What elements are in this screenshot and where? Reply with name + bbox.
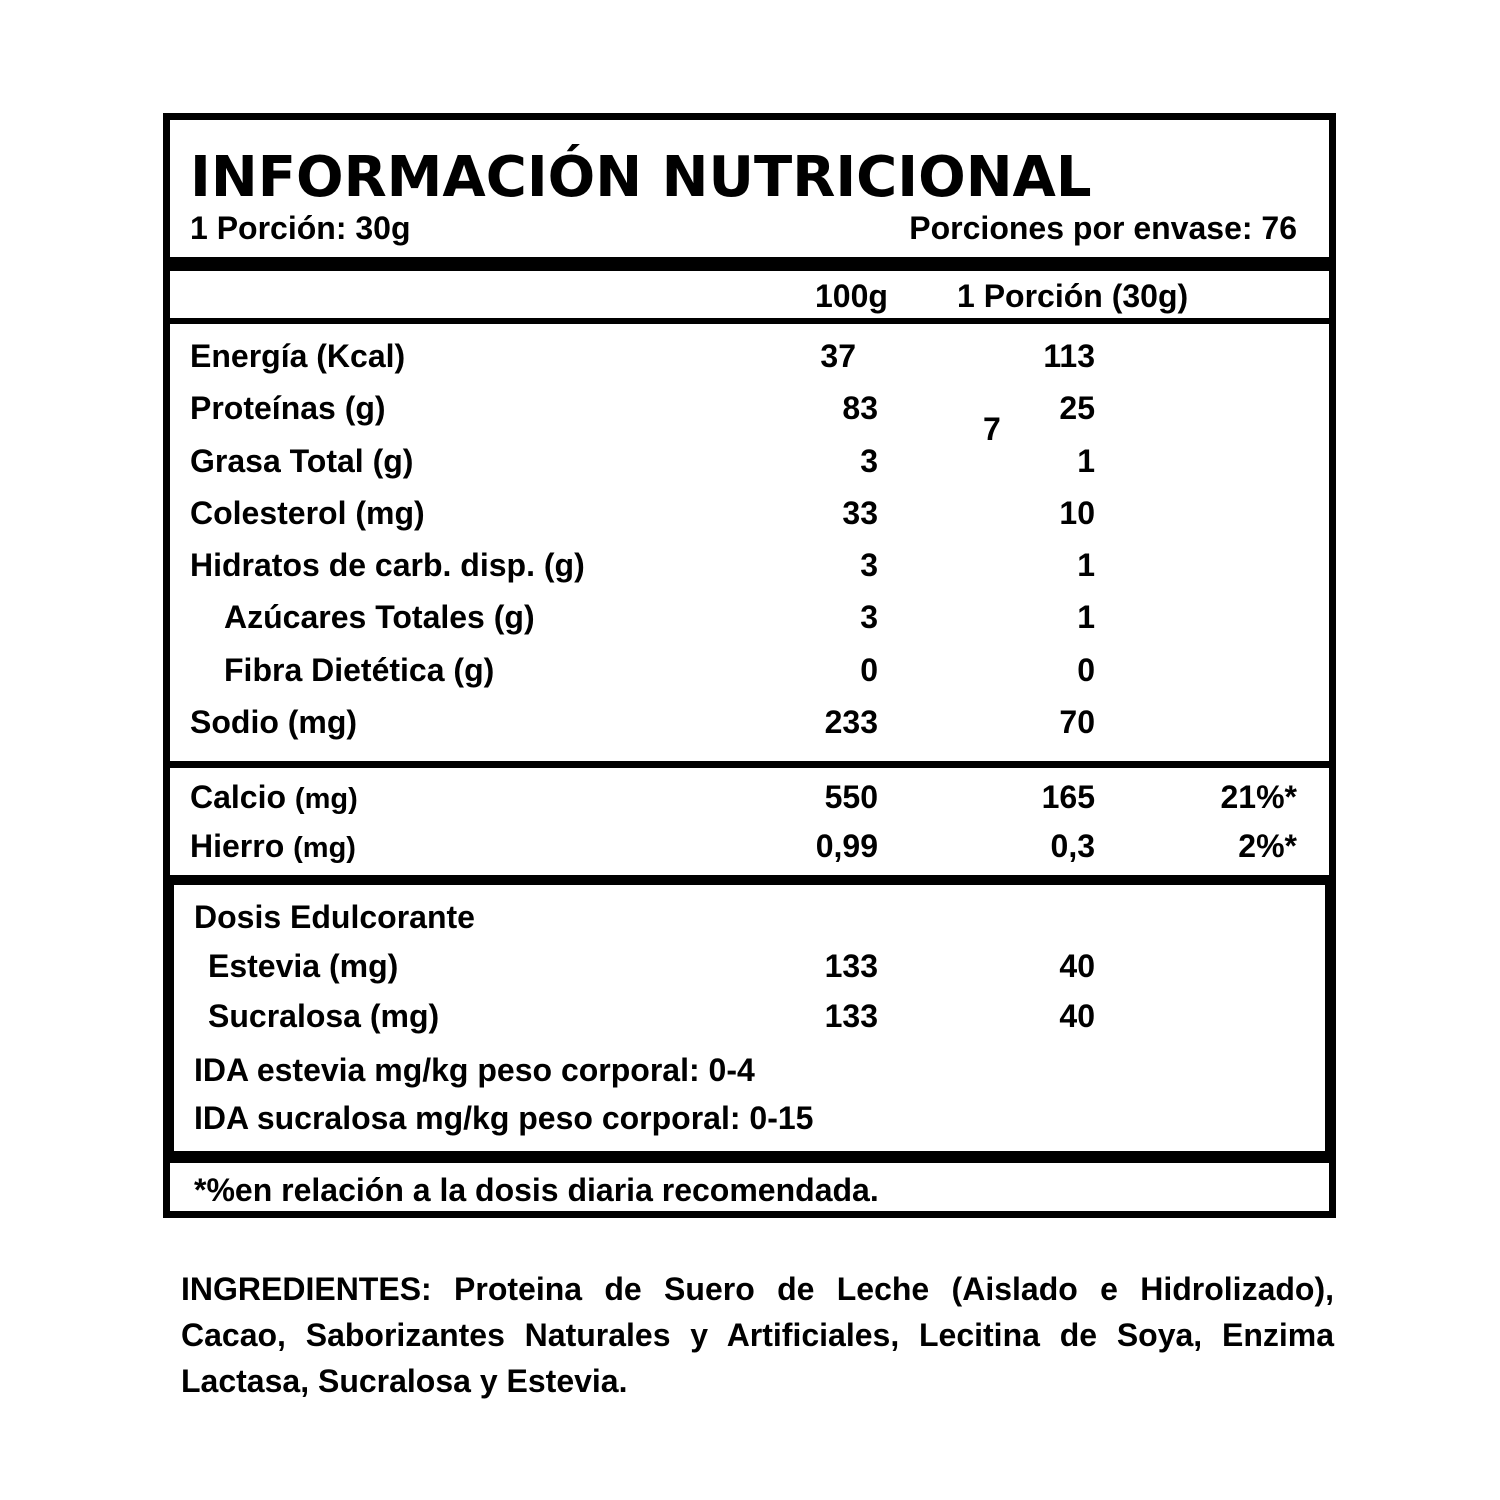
stray-digit: 7 [983, 411, 1001, 447]
nutrient-name-fiber: Fibra Dietética (g) [224, 652, 495, 688]
footnote: *%en relación a la dosis diaria recomendada. [194, 1172, 879, 1208]
nutrient-energy-portion: 113 [1043, 338, 1095, 374]
nutrient-name-sugars: Azúcares Totales (g) [224, 599, 535, 635]
sweetener-name-sucralose: Sucralosa (mg) [208, 998, 440, 1034]
ingredients-text: INGREDIENTES: Proteina de Suero de Leche (Aislado e Hidrolizado), Cacao, Saborizantes Naturales y Artificiales, Lecitina de Soya, Enzima Lactasa, Sucralosa y Estevia. [181, 1271, 1334, 1399]
mineral-iron [190, 830, 356, 863]
nutrient-name-fat: Grasa Total (g) [190, 443, 414, 479]
mineral-unit: (mg) [294, 783, 358, 815]
mineral-name: Calcio [190, 779, 287, 815]
nutrient-sodium-portion: 70 [1059, 704, 1095, 740]
nutrient-fiber-100g: 0 [860, 652, 878, 688]
sweetener-sucralose-100g: 133 [824, 998, 878, 1034]
divider-thick [170, 257, 1329, 271]
nutrient-protein-100g: 83 [842, 390, 878, 426]
nutrient-cholesterol-100g: 33 [842, 495, 878, 531]
sweetener-stevia-100g: 133 [824, 948, 878, 984]
mineral-calcium-100g: 550 [824, 779, 878, 815]
section-border-left [170, 875, 174, 1154]
column-header-portion: 1 Porción (30g) [957, 278, 1189, 314]
nutrient-sugars-100g: 3 [860, 599, 878, 635]
nutrient-name-protein: Proteínas (g) [190, 390, 386, 426]
nutrient-protein-portion: 25 [1059, 390, 1095, 426]
mineral-name: Hierro [190, 828, 285, 864]
mineral-unit: (mg) [293, 832, 356, 864]
column-header-100g: 100g [815, 278, 888, 314]
mineral-iron-daily-value: 2%* [1238, 828, 1297, 864]
sweetener-heading: Dosis Edulcorante [194, 899, 475, 935]
nutrient-energy-100g: 37 [820, 338, 856, 374]
divider-thick [170, 875, 1329, 885]
divider [170, 318, 1329, 324]
portion-size: 1 Porción: 30g [190, 210, 411, 246]
sweetener-name-stevia: Estevia (mg) [208, 948, 399, 984]
sweetener-sucralose-portion: 40 [1059, 998, 1095, 1034]
mineral-calcium-daily-value: 21%* [1220, 779, 1297, 815]
ida-stevia: IDA estevia mg/kg peso corporal: 0-4 [194, 1052, 755, 1088]
ida-sucralose: IDA sucralosa mg/kg peso corporal: 0-15 [194, 1100, 814, 1136]
mineral-calcium-portion: 165 [1041, 779, 1095, 815]
sweetener-stevia-portion: 40 [1059, 948, 1095, 984]
section-border-right [1325, 875, 1329, 1154]
nutrition-facts-panel [163, 113, 1336, 1218]
nutrient-fat-100g: 3 [860, 443, 878, 479]
nutrient-name-energy: Energía (Kcal) [190, 338, 406, 374]
divider-thick [170, 1151, 1329, 1163]
mineral-iron-portion: 0,3 [1050, 828, 1095, 864]
nutrient-carbs-100g: 3 [860, 547, 878, 583]
nutrient-name-carbs: Hidratos de carb. disp. (g) [190, 547, 585, 583]
nutrient-name-cholesterol: Colesterol (mg) [190, 495, 425, 531]
divider [170, 761, 1329, 768]
mineral-calcium [190, 781, 358, 814]
nutrient-sugars-portion: 1 [1077, 599, 1095, 635]
servings-per-container: Porciones por envase: 76 [909, 210, 1297, 246]
nutrient-carbs-portion: 1 [1077, 547, 1095, 583]
nutrient-fat-portion: 1 [1077, 443, 1095, 479]
panel-title: INFORMACIÓN NUTRICIONAL [190, 145, 1092, 210]
mineral-iron-100g: 0,99 [815, 828, 878, 864]
nutrient-name-sodium: Sodio (mg) [190, 704, 358, 740]
nutrient-cholesterol-portion: 10 [1059, 495, 1095, 531]
nutrient-sodium-100g: 233 [824, 704, 878, 740]
nutrient-fiber-portion: 0 [1077, 652, 1095, 688]
